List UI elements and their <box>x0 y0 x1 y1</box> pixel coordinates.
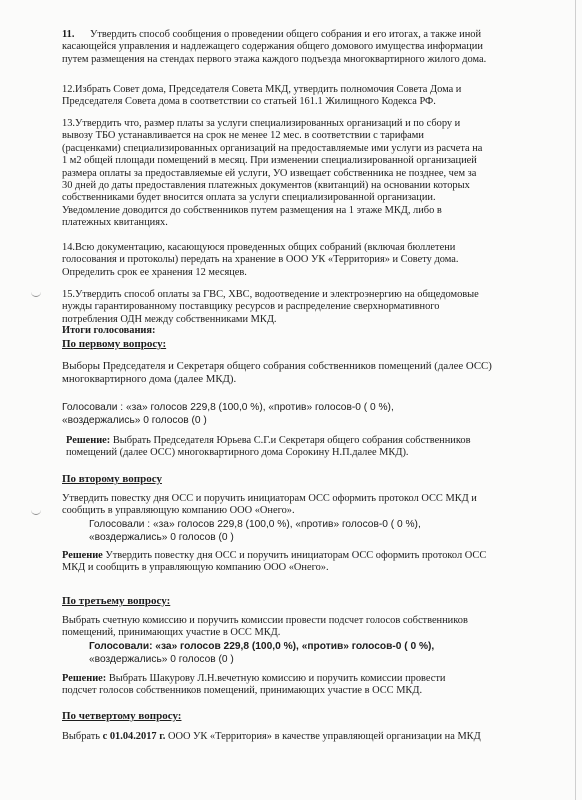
scan-edge <box>575 0 576 800</box>
q3-text-line: помещений, принимающих участие в ОСС МКД. <box>62 627 281 639</box>
item-12-line: Председателя Совета дома в соответствии со статьей 161.1 Жилищного Кодекса РФ. <box>62 96 436 108</box>
q4-text <box>62 731 530 743</box>
q1-decision-text: Выбрать Председателя Юрьева С.Г.и Секретаря общего собрания собственников <box>110 435 471 446</box>
q1-text-line: многоквартирного дома (далее МКД). <box>62 373 237 385</box>
q1-decision-label: Решение: <box>66 435 111 446</box>
q3-decision <box>62 673 530 698</box>
item-15-line: потребления ОДН между собственниками МКД. <box>62 313 277 325</box>
item-13-line: 30 дней до даты предоставления платежных документов (квитанций) на основании которых <box>62 180 470 192</box>
q1-decision <box>66 435 530 460</box>
q4-heading: По четвертому вопросу: <box>62 710 182 722</box>
q2-text-line: сообщить в управляющую компанию ООО «Онего». <box>62 505 295 517</box>
q3-decision-label: Решение: <box>62 673 107 684</box>
q2-vote-line: Голосовали : «за» голосов 229,8 (100,0 %), «против» голосов-0 ( 0 %), <box>89 519 421 530</box>
voting-results-title: Итоги голосования: <box>62 325 156 336</box>
item-15-line: 15.Утвердить способ оплаты за ГВС, ХВС, водоотведение и электроэнергию на общедомовые <box>62 289 479 300</box>
item-13-line: платежных квитанциях. <box>62 217 168 229</box>
q2-decision-text: МКД и сообщить в управляющую компанию ООО «Онего». <box>62 562 329 574</box>
q4-text-part: Выбрать <box>62 731 103 742</box>
item-13-line: 13.Утвердить что, размер платы за услуги специализированных организаций и по сбору и <box>62 118 461 129</box>
q2-decision-text: Утвердить повестку дня ОСС и поручить инициаторам ОСС оформить протокол ОСС <box>102 550 487 561</box>
item-14-line: 14.Всю документацию, касающуюся проведенных общих собраний (включая бюллетени <box>62 242 456 253</box>
punch-hole-mark <box>31 290 41 297</box>
q3-heading: По третьему вопросу: <box>62 595 171 607</box>
item-13-line: размера оплаты за предоставляемые ей услуги, УО извещает собственника не позднее, чем за <box>62 167 477 179</box>
q3-decision-text: Выбрать Шакурову Л.Н.вечетную комиссию и поручить комиссии провести <box>106 673 446 684</box>
q2-text <box>62 493 530 518</box>
item-12 <box>62 84 530 109</box>
item-14 <box>62 242 530 279</box>
q3-text <box>62 615 530 640</box>
q1-text-line: Выборы Председателя и Секретаря общего собрания собственников помещений (далее ОСС) <box>62 360 492 372</box>
q2-heading: По второму вопросу <box>62 473 162 485</box>
item-11-line: путем размещения на стендах первого этажа каждого подъезда многоквартирного жилого дома. <box>62 53 487 65</box>
item-13-line: (расценками) специализированных организаций на предоставляемые ими услуги из расчета на <box>62 142 483 154</box>
item-15 <box>62 289 530 326</box>
q1-heading: По первому вопросу: <box>62 338 167 350</box>
item-11-line: Утвердить способ сообщения о проведении общего собрания и его итогах, а также иной <box>90 29 482 40</box>
item-11-line: касающейся управления и надлежащего содержания общего домового имущества информации <box>62 41 483 53</box>
q1-decision-text: помещений (далее ОСС) многоквартирного дома Сорокину Н.П.далее МКД). <box>66 447 409 459</box>
item-14-line: голосования и протоколы) передать на хранение в ООО УК «Территория» и Совету дома. <box>62 254 459 266</box>
punch-hole-mark <box>31 508 41 515</box>
item-15-line: нужды гарантированному поставщику ресурсов и распределение сверхнормативного <box>62 301 440 313</box>
q3-vote-text: Голосовали: «за» голосов 229,8 (100,0 %), «против» голосов-0 ( 0 %), <box>89 641 435 652</box>
q2-decision <box>62 550 530 575</box>
q1-vote-line: «воздержались» 0 голосов (0 ) <box>62 415 207 426</box>
item-11-number: 11. <box>62 29 75 40</box>
item-13-line: собственниками будет вносится оплата за услуги специализированной организации. <box>62 192 436 204</box>
q2-vote-line: «воздержались» 0 голосов (0 ) <box>89 532 234 543</box>
q2-decision-label: Решение <box>62 550 103 561</box>
q2-text-line: Утвердить повестку дня ОСС и поручить инициаторам ОСС оформить протокол ОСС МКД и <box>62 493 477 504</box>
q4-date: с 01.04.2017 г. <box>102 731 166 742</box>
q3-vote-line <box>89 641 434 654</box>
item-13-line: Уведомление доводится до собственников путем размещения на 1 этаже МКД, либо в <box>62 204 442 216</box>
q1-vote-line: Голосовали : «за» голосов 229,8 (100,0 %), «против» голосов-0 ( 0 %), <box>62 402 394 413</box>
item-12-line: 12.Избрать Совет дома, Председателя Совета МКД, утвердить полномочия Совета Дома и <box>62 84 462 95</box>
item-14-line: Определить срок ее хранения 12 месяцев. <box>62 266 247 278</box>
q3-vote-line: «воздержались» 0 голосов (0 ) <box>89 654 234 665</box>
item-13-line: 1 м2 общей площади помещений в месяц. При изменении специализированной организацией <box>62 155 477 167</box>
item-11 <box>62 29 530 66</box>
q3-text-line: Выбрать счетную комиссию и поручить комиссии провести подсчет голосов собственников <box>62 615 468 626</box>
item-13 <box>62 118 530 230</box>
q3-decision-text: подсчет голосов собственников помещений, принимающих участие в ОСС МКД. <box>62 685 423 697</box>
q4-text-part: ООО УК «Территория» в качестве управляющей организации на МКД <box>165 731 481 742</box>
q1-text <box>62 360 530 386</box>
item-13-line: вывозу ТБО устанавливается на срок не менее 12 мес. в соответствии с тарифами <box>62 130 424 142</box>
